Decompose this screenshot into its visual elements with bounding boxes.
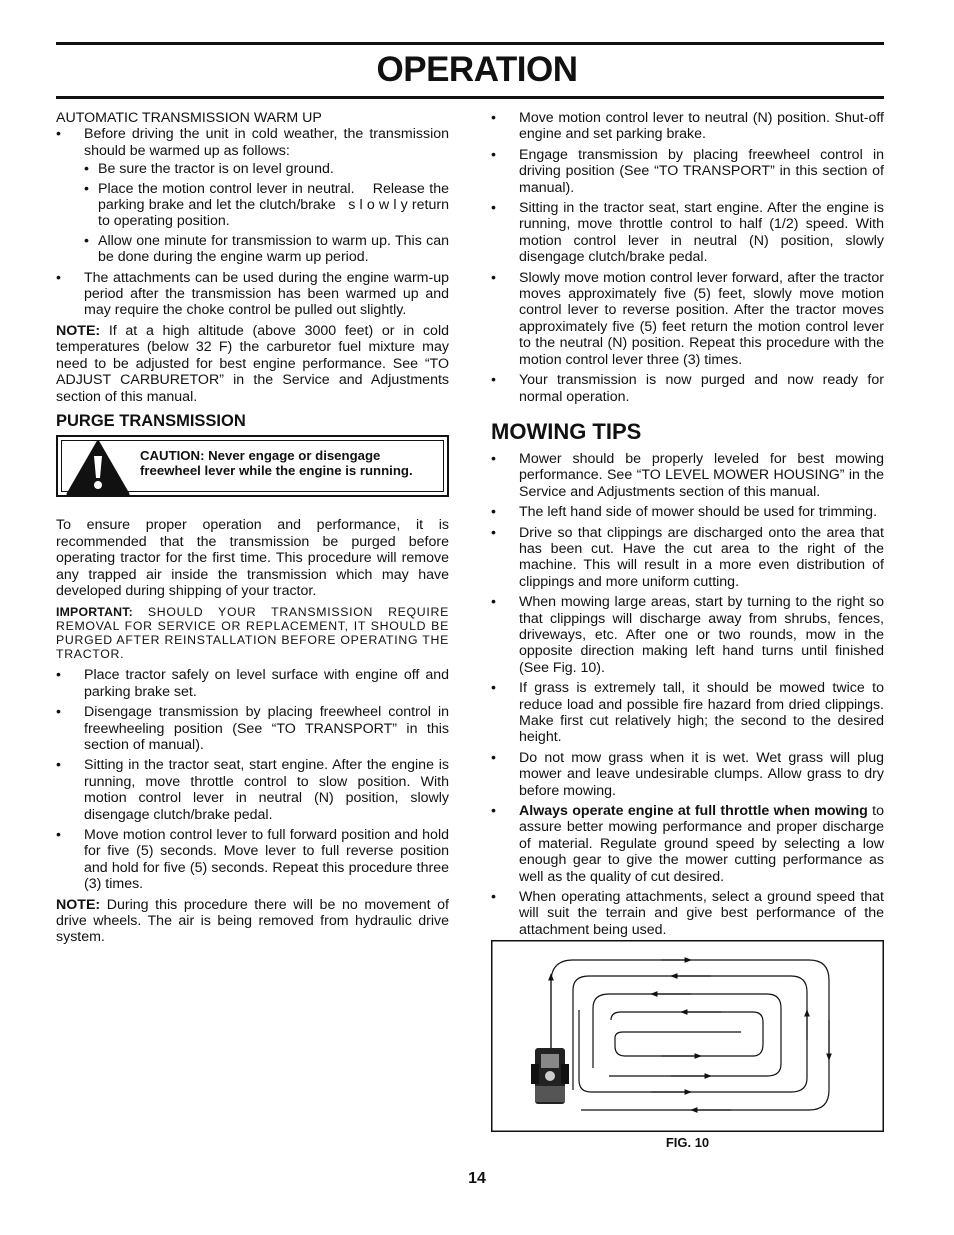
list-item: • Slowly move motion control lever forward, after the tractor moves approximately five (5) feet, slowly move motion control lever to reverse position. After the tractor moves approximately five (5) feet return the motion control lever to the neutral (N) position. Repeat this procedure with the motion control lever three (3) times. <box>491 270 884 368</box>
note-purge <box>56 897 449 946</box>
list-item: • Sitting in the tractor seat, start engine. After the engine is running, move throttle control to slow position. With motion control lever in neutral (N) position, slowly disengage clutch/brake pedal. <box>56 757 449 823</box>
list-item: • Sitting in the tractor seat, start engine. After the engine is running, move throttle control to half (1/2) speed. With motion control lever in neutral (N) position, slowly disengage clutch/brake pedal. <box>491 200 884 266</box>
important-text: SHOULD YOUR TRANSMISSION REQUIRE REMOVAL FOR SERVICE OR REPLACEMENT, IT SHOULD BE PURGED AFTER REINSTALLATION BEFORE OPERATING THE TRACTOR. <box>56 605 449 662</box>
note-label: NOTE: <box>56 322 101 339</box>
throttle-bold-text: Always operate engine at full throttle when mowing <box>519 803 868 820</box>
list-item: • Allow one minute for transmission to warm up. This can be done during the engine warm up period. <box>84 233 449 266</box>
list-item: • If grass is extremely tall, it should be mowed twice to reduce load and possible fire hazard from dried clippings. Make first cut relatively high; the second to the desired height. <box>491 680 884 746</box>
list-item: • The left hand side of mower should be used for trimming. <box>491 504 884 520</box>
throttle-text: to assure better mowing performance and proper discharge of material. Regulate ground speed by selecting a low enough gear to give the mower cutting performance as well as the quality of cut desired. <box>519 803 884 885</box>
purge-list-right <box>491 110 884 405</box>
mowing-tips-list <box>491 451 884 938</box>
warning-triangle-icon <box>66 440 130 496</box>
list-item: • Place tractor safely on level surface with engine off and parking brake set. <box>56 667 449 700</box>
note-label: NOTE: <box>56 896 101 913</box>
title-rule <box>56 96 884 99</box>
list-item: • Be sure the tractor is on level ground. <box>84 161 449 177</box>
purge-heading: PURGE TRANSMISSION <box>56 411 246 430</box>
list-item: • Engage transmission by placing freewheel control in driving position (See “TO TRANSPORT” in this section of manual). <box>491 147 884 196</box>
page-title: OPERATION <box>376 50 578 89</box>
list-item: • Disengage transmission by placing freewheel control in freewheeling position (See “TO TRANSPORT” in this section of manual). <box>56 704 449 753</box>
list-item: • Drive so that clippings are discharged onto the area that has been cut. Have the cut area to the right of the machine. This will result in a more even distribution of clippings and more uniform cutting. <box>491 525 884 591</box>
note-altitude <box>56 323 449 405</box>
list-item: • When mowing large areas, start by turning to the right so that clippings will discharge away from shrubs, fences, driveways, etc. After one or two rounds, mow in the opposite direction making left hand turns until finished (See Fig. 10). <box>491 594 884 676</box>
list-item: • Do not mow grass when it is wet. Wet grass will plug mower and leave undesirable clumps. Allow grass to dry before mowing. <box>491 750 884 799</box>
list-item: • When operating attachments, select a ground speed that will suit the terrain and give best performance of the attachment being used. <box>491 889 884 938</box>
mowing-pattern-figure <box>491 940 884 1132</box>
list-item <box>56 126 453 266</box>
purge-intro: To ensure proper operation and performance, it is recommended that the transmission be purged before operating tractor for the first time. This procedure will remove any trapped air inside the transmission which may have developed during shipping of your tractor. <box>56 517 449 599</box>
left-column <box>56 110 453 946</box>
important-label: IMPORTANT: <box>56 605 133 620</box>
caution-text: CAUTION: Never engage or disengage freewheel lever while the engine is running. <box>140 448 413 478</box>
note-text: During this procedure there will be no movement of drive wheels. The air is being removed from hydraulic drive system. <box>56 896 449 946</box>
list-item: • Place the motion control lever in neutral. Release the parking brake and let the clutch/brake s l o w l y return to operating position. <box>84 181 449 230</box>
list-item: • The attachments can be used during the engine warm-up period after the transmission has been warmed up and may require the choke control be pulled out slightly. <box>56 270 449 319</box>
page-number: 14 <box>468 1170 486 1187</box>
important-notice <box>56 605 449 661</box>
right-column <box>491 110 884 942</box>
warmup-heading: AUTOMATIC TRANSMISSION WARM UP <box>56 110 322 126</box>
warmup-list <box>56 126 453 319</box>
mowing-tips-heading: MOWING TIPS <box>491 418 642 444</box>
list-item-text: Before driving the unit in cold weather, the transmission should be warmed up as follows: <box>84 126 449 159</box>
list-item: • Your transmission is now purged and now ready for normal operation. <box>491 372 884 405</box>
caution-box <box>56 435 449 497</box>
list-item: • Move motion control lever to neutral (N) position. Shut-off engine and set parking brake. <box>491 110 884 143</box>
top-rule <box>56 42 884 45</box>
warmup-sub-list <box>84 161 453 266</box>
list-item <box>491 803 884 885</box>
figure-caption: FIG. 10 <box>665 1135 710 1150</box>
purge-list-left <box>56 667 449 892</box>
note-text: If at a high altitude (above 3000 feet) or in cold temperatures (below 32 F) the carburetor fuel mixture may need to be adjusted for best engine performance. See “TO ADJUST CARBURETOR” in the Service and Adjustments section of this manual. <box>56 322 449 405</box>
tractor-icon <box>531 1048 569 1104</box>
list-item: • Mower should be properly leveled for best mowing performance. See “TO LEVEL MOWER HOUSING” in the Service and Adjustments section of this manual. <box>491 451 884 500</box>
list-item: • Move motion control lever to full forward position and hold for five (5) seconds. Move lever to full reverse position and hold for five (5) seconds. Repeat this procedure three (3) times. <box>56 827 449 893</box>
